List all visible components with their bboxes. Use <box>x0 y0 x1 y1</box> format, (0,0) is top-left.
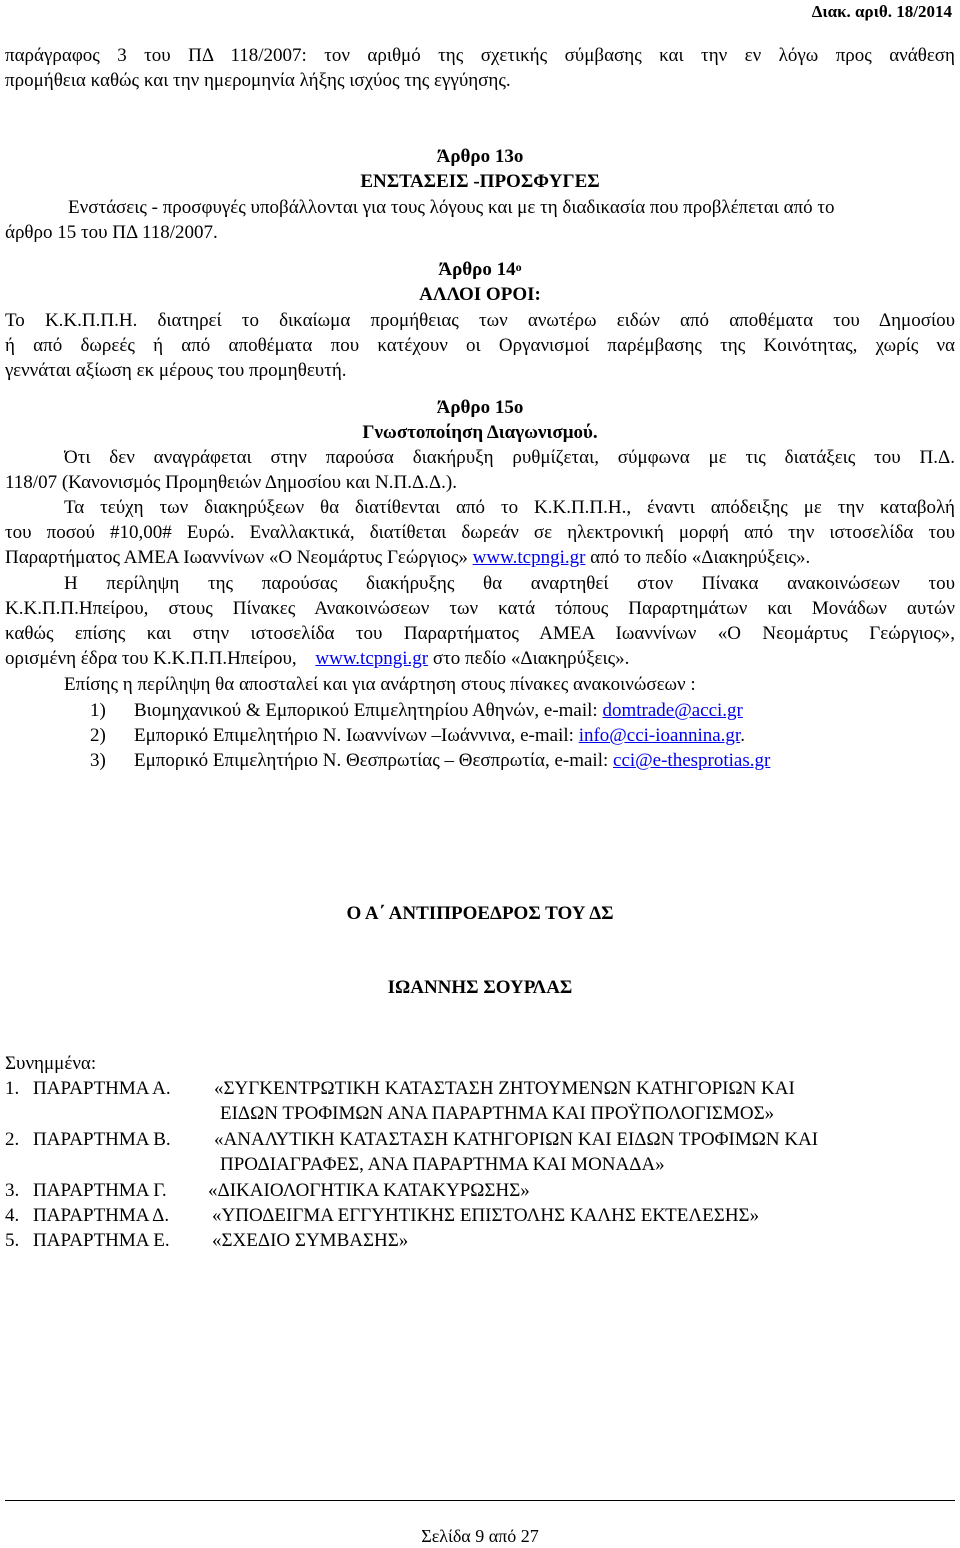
attachment-label: ΠΑΡΑΡΤΗΜΑ Δ. <box>33 1205 170 1226</box>
list-item: 1) <box>90 700 106 721</box>
attachment-num: 5. <box>5 1230 20 1251</box>
attachment-label: ΠΑΡΑΡΤΗΜΑ Ε. <box>33 1230 170 1251</box>
article-15-p4-line-1: Επίσης η περίληψη θα αποσταλεί και για ανάρτηση στους πίνακες ανακοινώσεων : <box>64 674 696 695</box>
article-15-p2-line-1: Τα τεύχη των διακηρύξεων θα διατίθενται από το Κ.Κ.Π.Π.Η., έναντι απόδειξης με την καταβολή <box>64 497 955 518</box>
list-item-text: Εμπορικό Επιμελητήριο Ν. Θεσπρωτίας – Θεσπρωτία, e-mail: cci@e-thesprotias.gr <box>134 750 771 771</box>
article-14-title: Άρθρο $14^o$ <box>438 259 522 280</box>
email-link-cci-ioannina[interactable]: info@cci-ioannina.gr <box>578 725 741 746</box>
attachment-label: ΠΑΡΑΡΤΗΜΑ Γ. <box>33 1180 167 1201</box>
list-item-text: Βιομηχανικού & Εμπορικού Επιμελητηρίου Αθηνών, e-mail: domtrade@acci.gr <box>134 700 743 721</box>
article-13-subtitle: ΕΝΣΤΑΣΕΙΣ -ΠΡΟΣΦΥΓΕΣ <box>360 171 600 192</box>
attachments-heading: Συνημμένα: <box>5 1053 97 1074</box>
attachment-title: «ΣΥΓΚΕΝΤΡΩΤΙΚΗ ΚΑΤΑΣΤΑΣΗ ΖΗΤΟΥΜΕΝΩΝ ΚΑΤΗΓΟΡΙΩΝ ΚΑΙ <box>214 1078 795 1099</box>
attachment-num: 1. <box>5 1078 20 1099</box>
article-15-p3-line-4: ορισμένη έδρα του Κ.Κ.Π.Π.Ηπείρου, www.tcpngi.gr στο πεδίο «Διακηρύξεις». <box>5 648 630 669</box>
email-link-thesprotias[interactable]: cci@e-thesprotias.gr <box>613 750 771 771</box>
footer-divider <box>5 1500 955 1501</box>
attachment-title: «ΔΙΚΑΙΟΛΟΓΗΤΙΚΑ ΚΑΤΑΚΥΡΩΣΗΣ» <box>208 1180 530 1201</box>
attachment-title: «ΣΧΕΔΙΟ ΣΥΜΒΑΣΗΣ» <box>212 1230 409 1251</box>
article-14-line-1: Το Κ.Κ.Π.Π.Η. διατηρεί το δικαίωμα προμήθειας των ανωτέρω ειδών από αποθέματα του Δημοσίου <box>5 310 955 331</box>
list-item: 2) <box>90 725 106 746</box>
article-14-subtitle: ΑΛΛΟΙ ΟΡΟΙ: <box>419 284 541 305</box>
attachment-title-cont: ΕΙΔΩΝ ΤΡΟΦΙΜΩΝ ΑΝΑ ΠΑΡΑΡΤΗΜΑ ΚΑΙ ΠΡΟΫΠΟΛΟΓΙΣΜΟΣ» <box>220 1103 775 1124</box>
attachment-label: ΠΑΡΑΡΤΗΜΑ Β. <box>33 1129 171 1150</box>
attachment-num: 2. <box>5 1129 20 1150</box>
attachment-title: «ΑΝΑΛΥΤΙΚΗ ΚΑΤΑΣΤΑΣΗ ΚΑΤΗΓΟΡΙΩΝ ΚΑΙ ΕΙΔΩΝ ΤΡΟΦΙΜΩΝ ΚΑΙ <box>214 1129 819 1150</box>
tcpngi-link[interactable]: www.tcpngi.gr <box>472 547 586 568</box>
list-item: 3) <box>90 750 106 771</box>
attachment-num: 4. <box>5 1205 20 1226</box>
article-14-line-3: γεννάται αξίωση εκ μέρους του προμηθευτή. <box>5 360 347 381</box>
attachment-title-cont: ΠΡΟΔΙΑΓΡΑΦΕΣ, ΑΝΑ ΠΑΡΑΡΤΗΜΑ ΚΑΙ ΜΟΝΑΔΑ» <box>220 1154 665 1175</box>
article-15-p3-line-2: Κ.Κ.Π.Π.Ηπείρου, στους Πίνακες Ανακοινώσεων των κατά τόπους Παραρτημάτων και Μονάδων αυτών <box>5 598 955 619</box>
signatory-name: ΙΩΑΝΝΗΣ ΣΟΥΡΛΑΣ <box>387 977 573 998</box>
article-14-line-2: ή από δωρεές ή από αποθέματα που κατέχουν οι Οργανισμοί παρέμβασης της Κοινότητας, χωρίς να <box>5 335 955 356</box>
article-13-title: Άρθρο 13ο <box>436 146 524 167</box>
document-reference: Διακ. αριθ. 18/2014 <box>811 2 952 21</box>
intro-line-2: προμήθεια καθώς και την ημερομηνία λήξης ισχύος της εγγύησης. <box>5 70 511 91</box>
article-13-line-2: άρθρο 15 του ΠΔ 118/2007. <box>5 222 218 243</box>
article-15-title: Άρθρο 15ο <box>436 397 524 418</box>
list-item-text: Εμπορικό Επιμελητήριο Ν. Ιωαννίνων –Ιωάννινα, e-mail: info@cci-ioannina.gr. <box>134 725 745 746</box>
page-number: Σελίδα 9 από 27 <box>421 1526 539 1546</box>
article-15-p1-line-1: Ότι δεν αναγράφεται στην παρούσα διακήρυξη ρυθμίζεται, σύμφωνα με τις διατάξεις του Π.Δ. <box>64 447 955 468</box>
email-link-acci[interactable]: domtrade@acci.gr <box>602 700 743 721</box>
article-15-p1-line-2: 118/07 (Κανονισμός Προμηθειών Δημοσίου και Ν.Π.Δ.Δ.). <box>5 472 457 493</box>
attachment-num: 3. <box>5 1180 20 1201</box>
article-15-p3-line-3: καθώς επίσης και στην ιστοσελίδα του Παραρτήματος ΑΜΕΑ Ιωαννίνων «Ο Νεομάρτυς Γεώργιος», <box>5 623 955 644</box>
attachment-title: «ΥΠΟΔΕΙΓΜΑ ΕΓΓΥΗΤΙΚΗΣ ΕΠΙΣΤΟΛΗΣ ΚΑΛΗΣ ΕΚΤΕΛΕΣΗΣ» <box>212 1205 760 1226</box>
tcpngi-link-2[interactable]: www.tcpngi.gr <box>315 648 429 669</box>
article-15-p2-line-3: Παραρτήματος ΑΜΕΑ Ιωαννίνων «Ο Νεομάρτυς Γεώργιος» www.tcpngi.gr από το πεδίο «Διακηρύξεις». <box>5 547 811 568</box>
article-15-subtitle: Γνωστοποίηση Διαγωνισμού. <box>362 422 598 443</box>
article-15-p2-line-2: του ποσού #10,00# Ευρώ. Εναλλακτικά, διατίθεται δωρεάν σε ηλεκτρονική μορφή από την ιστοσελίδα του <box>5 522 955 543</box>
signatory-role: Ο Α΄ ΑΝΤΙΠΡΟΕΔΡΟΣ ΤΟΥ ΔΣ <box>346 903 614 924</box>
article-15-p3-line-1: Η περίληψη της παρούσας διακήρυξης θα αναρτηθεί στον Πίνακα ανακοινώσεων του <box>64 573 955 594</box>
attachment-label: ΠΑΡΑΡΤΗΜΑ Α. <box>33 1078 171 1099</box>
intro-line-1: παράγραφος 3 του ΠΔ 118/2007: τον αριθμό της σχετικής σύμβασης και την εν λόγω προς ανάθεση <box>5 45 955 66</box>
article-13-line-1: Ενστάσεις - προσφυγές υποβάλλονται για τους λόγους και με τη διαδικασία που προβλέπεται από το <box>68 197 835 218</box>
